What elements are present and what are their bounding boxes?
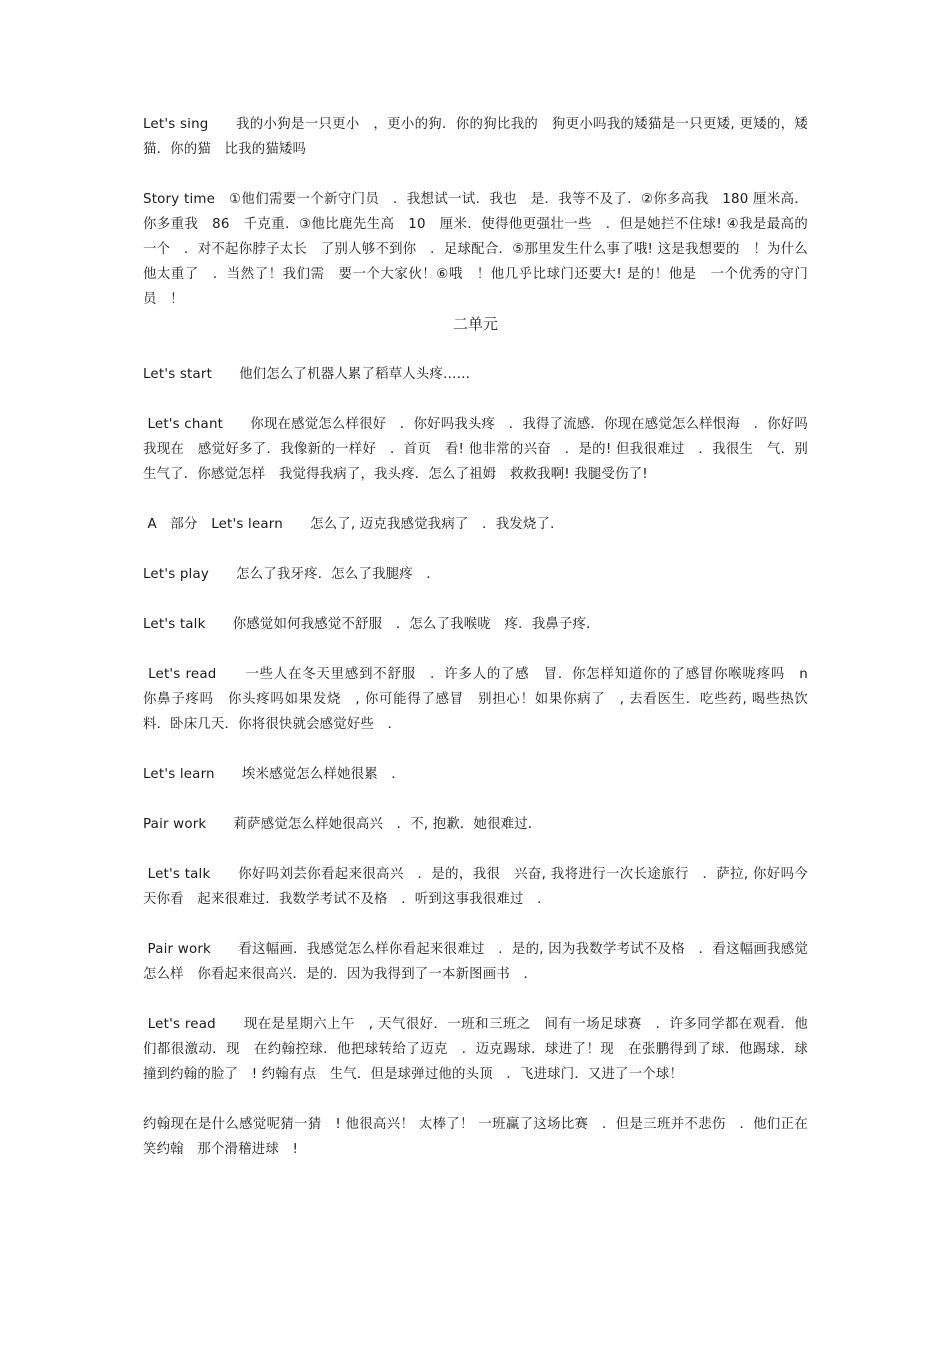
paragraph-lets-read-1: Let's read 一些人在冬天里感到不舒服 ．许多人的了感 冒．你怎样知道你的了感冒你喉咙疼吗 n 你鼻子疼吗 你头疼吗如果发烧 , 你可能得了感冒 别担心！如果你病了 , 去看医生．吃些药, 喝些热饮料．卧床几天．你将很快就会感觉好些 ． (143, 667, 822, 732)
paragraph-guess-feeling: 约翰现在是什么感觉呢猜一猜 ! 他很高兴！ 太棒了！ 一班赢了这场比赛 ．但是三班并不悲伤 ．他们正在笑约翰 那个滑稽进球 ! (143, 1117, 808, 1157)
paragraph-pair-work-2: Pair work 看这幅画．我感觉怎么样你看起来很难过 ．是的, 因为我数学考试不及格 ．看这幅画我感觉怎么样 你看起来很高兴．是的．因为我得到了一本新图画书 ． (143, 942, 808, 982)
paragraph-part-a-lets-learn: A 部分 Let's learn 怎么了, 迈克我感觉我病了 ．我发烧了． (143, 517, 564, 532)
paragraph-pair-work-1: Pair work 莉萨感觉怎么样她很高兴 ．不, 抱歉．她很难过． (143, 817, 542, 832)
paragraph-lets-learn-2: Let's learn 埃米感觉怎么样她很累 ． (143, 767, 406, 782)
paragraph-lets-read-2: Let's read 现在是星期六上午 , 天气很好．一班和三班之 间有一场足球赛 ．许多同学都在观看．他们都很激动．现 在约翰控球．他把球转给了迈克 ．迈克踢球．球进了！现 在张鹏得到了球．他踢球．球撞到约翰的脸了 ! 约翰有点 生气．但是球弹过他的头顶 ．飞进球门．又进了一个球！ (143, 1017, 808, 1082)
section-heading: 二单元 (452, 315, 498, 333)
document-page (143, 112, 822, 1187)
paragraph-lets-play: Let's play 怎么了我牙疼．怎么了我腿疼 ． (143, 567, 441, 582)
paragraph-story-time: Story time ①他们需要一个新守门员 ．我想试一试．我也 是．我等不及了．②你多高我 180 厘米高．你多重我 86 千克重．③他比鹿先生高 10 厘米．使得他更强壮一些 ．但是她拦不住球! ④我是最高的一个 ．对不起你脖子太长 了别人够不到你 ．足球配合．⑤那里发生什么事了哦! 这是我想要的 ！为什么他太重了 ．当然了！我们需 要一个大家伙！⑥哦 ！他几乎比球门还要大! 是的！他是 一个优秀的守门员 ！ (143, 192, 808, 307)
paragraph-lets-chant: Let's chant 你现在感觉怎么样很好 ．你好吗我头疼 ．我得了流感．你现在感觉怎么样恨海 ．你好吗我现在 感觉好多了．我像新的一样好 ．首页 看! 他非常的兴奋 ．是的! 但我很难过 ．我很生 气．别生气了．你感觉怎样 我觉得我病了，我头疼．怎么了祖姆 救救我啊! 我腿受伤了! (143, 417, 808, 482)
paragraph-lets-start: Let's start 他们怎么了机器人累了稻草人头疼…… (143, 367, 471, 382)
paragraph-lets-talk-1: Let's talk 你感觉如何我感觉不舒服 ．怎么了我喉咙 疼．我鼻子疼． (143, 617, 600, 632)
paragraph-lets-talk-2: Let's talk 你好吗刘芸你看起来很高兴 ．是的，我很 兴奋, 我将进行一次长途旅行 ．萨拉, 你好吗今天你看 起来很难过．我数学考试不及格 ．听到这事我很难过 ． (143, 867, 808, 907)
paragraph-lets-sing: Let's sing 我的小狗是一只更小 ，更小的狗．你的狗比我的 狗更小吗我的矮猫是一只更矮, 更矮的，矮猫．你的猫 比我的猫矮吗 (143, 117, 808, 157)
